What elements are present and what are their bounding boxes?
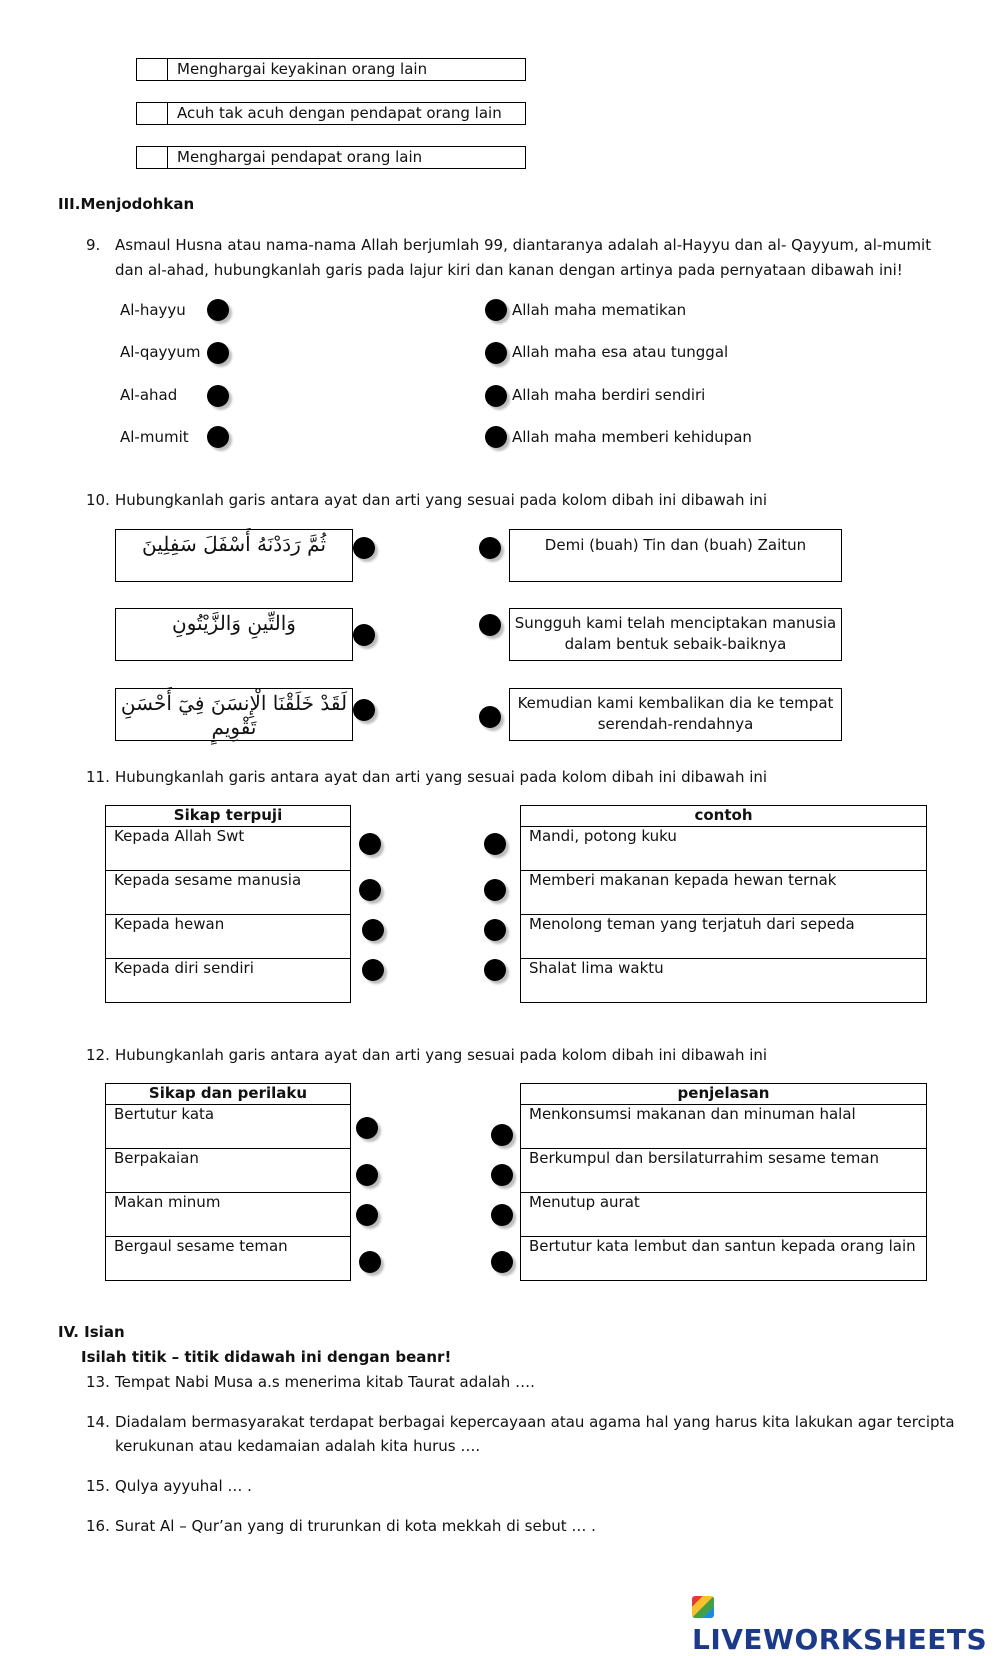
table-cell: Mandi, potong kuku bbox=[521, 827, 927, 871]
arti-text: Sungguh kami telah menciptakan manusia bbox=[514, 614, 837, 632]
match-dot[interactable] bbox=[479, 537, 501, 559]
instruction-text: Isilah titik – titik didawah ini dengan beanr! bbox=[81, 1348, 452, 1366]
match-dot[interactable] bbox=[485, 342, 507, 364]
ayat-box bbox=[115, 529, 353, 582]
option-box-3[interactable] bbox=[136, 146, 526, 169]
question-text: Hubungkanlah garis antara ayat dan arti yang sesuai pada kolom dibah ini dibawah ini bbox=[115, 491, 768, 509]
question-text: Hubungkanlah garis antara ayat dan arti yang sesuai pada kolom dibah ini dibawah ini bbox=[115, 1046, 768, 1064]
match-left-item: Al-mumit bbox=[120, 428, 189, 446]
sikap-perilaku-table bbox=[105, 1083, 351, 1281]
arti-text: Kemudian kami kembalikan dia ke tempat bbox=[517, 694, 834, 712]
question-number: 9. bbox=[86, 236, 101, 254]
table-header: Sikap dan perilaku bbox=[106, 1084, 351, 1105]
match-right-item: Allah maha berdiri sendiri bbox=[512, 386, 706, 404]
ayat-box bbox=[115, 688, 353, 741]
match-dot[interactable] bbox=[479, 706, 501, 728]
table-cell: Menolong teman yang terjatuh dari sepeda bbox=[521, 915, 927, 959]
question-text: dan al-ahad, hubungkanlah garis pada lajur kiri dan kanan dengan artinya pada pernyataan dibawah ini! bbox=[115, 261, 903, 279]
table-cell: Menutup aurat bbox=[521, 1193, 927, 1237]
match-right-item: Allah maha esa atau tunggal bbox=[512, 343, 729, 361]
arti-box bbox=[509, 529, 842, 582]
match-dot[interactable] bbox=[359, 879, 381, 901]
match-dot[interactable] bbox=[484, 919, 506, 941]
question-number: 12. bbox=[86, 1046, 110, 1064]
table-cell: Berpakaian bbox=[106, 1149, 351, 1193]
option-box-2[interactable] bbox=[136, 102, 526, 125]
match-dot[interactable] bbox=[207, 385, 229, 407]
match-dot[interactable] bbox=[362, 959, 384, 981]
ayat-text: وَالتِّينِ وَالزَّيْتُونِ bbox=[172, 611, 296, 635]
match-dot[interactable] bbox=[207, 299, 229, 321]
table-header: contoh bbox=[521, 806, 927, 827]
question-text: Hubungkanlah garis antara ayat dan arti yang sesuai pada kolom dibah ini dibawah ini bbox=[115, 768, 768, 786]
match-dot[interactable] bbox=[362, 919, 384, 941]
contoh-table bbox=[520, 805, 927, 1003]
question-text: Surat Al – Qur’an yang di trurunkan di kota mekkah di sebut … . bbox=[115, 1517, 596, 1535]
question-number: 11. bbox=[86, 768, 110, 786]
match-dot[interactable] bbox=[485, 299, 507, 321]
arti-box bbox=[509, 688, 842, 741]
option-box-1[interactable] bbox=[136, 58, 526, 81]
question-number: 14. bbox=[86, 1413, 110, 1431]
table-cell: Berkumpul dan bersilaturrahim sesame teman bbox=[521, 1149, 927, 1193]
match-dot[interactable] bbox=[491, 1251, 513, 1273]
match-dot[interactable] bbox=[485, 385, 507, 407]
table-cell: Bertutur kata lembut dan santun kepada orang lain bbox=[521, 1237, 927, 1281]
ayat-text: ثُمَّ رَدَدْنَهُ أَسْفَلَ سَفِلِينَ bbox=[141, 532, 327, 556]
match-dot[interactable] bbox=[353, 537, 375, 559]
question-number: 16. bbox=[86, 1517, 110, 1535]
match-dot[interactable] bbox=[353, 624, 375, 646]
match-dot[interactable] bbox=[356, 1204, 378, 1226]
match-dot[interactable] bbox=[491, 1204, 513, 1226]
question-text: Asmaul Husna atau nama-nama Allah berjumlah 99, diantaranya adalah al-Hayyu dan al- Qayyum, al-mumit bbox=[115, 236, 932, 254]
ayat-box bbox=[115, 608, 353, 661]
match-dot[interactable] bbox=[353, 699, 375, 721]
option-checkbox[interactable] bbox=[137, 147, 168, 168]
table-cell: Kepada Allah Swt bbox=[106, 827, 351, 871]
table-cell: Shalat lima waktu bbox=[521, 959, 927, 1003]
penjelasan-table bbox=[520, 1083, 927, 1281]
logo-text: LIVEWORKSHEETS bbox=[692, 1623, 988, 1656]
table-header: penjelasan bbox=[521, 1084, 927, 1105]
question-number: 15. bbox=[86, 1477, 110, 1495]
match-dot[interactable] bbox=[491, 1124, 513, 1146]
table-cell: Kepada sesame manusia bbox=[106, 871, 351, 915]
match-dot[interactable] bbox=[359, 833, 381, 855]
match-dot[interactable] bbox=[359, 1251, 381, 1273]
match-left-item: Al-qayyum bbox=[120, 343, 201, 361]
option-checkbox[interactable] bbox=[137, 59, 168, 80]
option-text: Menghargai keyakinan orang lain bbox=[177, 60, 428, 78]
question-number: 13. bbox=[86, 1373, 110, 1391]
section-heading-isian: IV. Isian bbox=[58, 1323, 125, 1341]
option-text: Menghargai pendapat orang lain bbox=[177, 148, 423, 166]
table-cell: Bergaul sesame teman bbox=[106, 1237, 351, 1281]
table-cell: Makan minum bbox=[106, 1193, 351, 1237]
arti-text: dalam bentuk sebaik-baiknya bbox=[564, 635, 787, 653]
match-right-item: Allah maha memberi kehidupan bbox=[512, 428, 752, 446]
sikap-terpuji-table bbox=[105, 805, 351, 1003]
match-dot[interactable] bbox=[484, 959, 506, 981]
match-dot[interactable] bbox=[207, 426, 229, 448]
match-right-item: Allah maha mematikan bbox=[512, 301, 687, 319]
arti-box bbox=[509, 608, 842, 661]
question-text: Qulya ayyuhal … . bbox=[115, 1477, 252, 1495]
table-cell: Bertutur kata bbox=[106, 1105, 351, 1149]
table-cell: Memberi makanan kepada hewan ternak bbox=[521, 871, 927, 915]
match-dot[interactable] bbox=[356, 1164, 378, 1186]
match-dot[interactable] bbox=[484, 833, 506, 855]
question-text: Diadalam bermasyarakat terdapat berbagai kepercayaan atau agama hal yang harus kita lakukan agar tercipta bbox=[115, 1413, 955, 1431]
match-dot[interactable] bbox=[479, 614, 501, 636]
question-number: 10. bbox=[86, 491, 110, 509]
question-text: kerukunan atau kedamaian adalah kita hurus …. bbox=[115, 1437, 481, 1455]
option-checkbox[interactable] bbox=[137, 103, 168, 124]
liveworksheets-logo-icon bbox=[692, 1596, 714, 1618]
match-dot[interactable] bbox=[485, 426, 507, 448]
section-heading-menjodohkan: III.Menjodohkan bbox=[58, 195, 195, 213]
match-dot[interactable] bbox=[207, 342, 229, 364]
table-cell: Kepada hewan bbox=[106, 915, 351, 959]
match-dot[interactable] bbox=[484, 879, 506, 901]
match-left-item: Al-hayyu bbox=[120, 301, 186, 319]
arti-text: serendah-rendahnya bbox=[597, 715, 754, 733]
match-dot[interactable] bbox=[356, 1117, 378, 1139]
option-text: Acuh tak acuh dengan pendapat orang lain bbox=[177, 104, 502, 122]
liveworksheets-logo bbox=[692, 1590, 1000, 1656]
match-dot[interactable] bbox=[491, 1164, 513, 1186]
table-cell: Kepada diri sendiri bbox=[106, 959, 351, 1003]
match-left-item: Al-ahad bbox=[120, 386, 178, 404]
question-text: Tempat Nabi Musa a.s menerima kitab Taurat adalah …. bbox=[115, 1373, 535, 1391]
arti-text: Demi (buah) Tin dan (buah) Zaitun bbox=[544, 536, 807, 554]
table-cell: Menkonsumsi makanan dan minuman halal bbox=[521, 1105, 927, 1149]
ayat-text: لَقَدْ خَلَقْنَا الْإِنسَنَ فِيٓ أَحْسَنِ تَقْوِيمٍ bbox=[120, 691, 348, 739]
table-header: Sikap terpuji bbox=[106, 806, 351, 827]
